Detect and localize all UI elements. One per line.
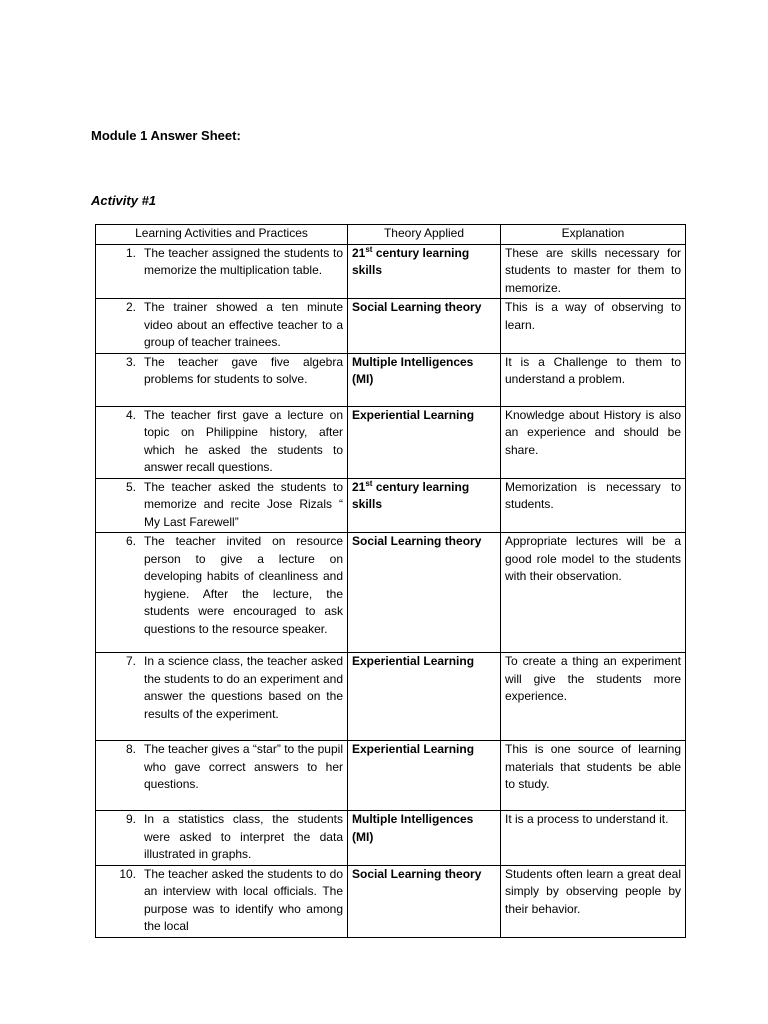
- theory-superscript: st: [365, 478, 373, 488]
- theory-cell: [348, 533, 501, 653]
- table-row: [96, 811, 686, 866]
- theory-cell: [348, 811, 501, 866]
- table-row: [96, 299, 686, 354]
- activity-cell: [96, 478, 348, 533]
- theory-superscript: st: [365, 244, 373, 254]
- activity-text: The teacher gave five algebra problems for students to solve.: [144, 354, 343, 386]
- activity-cell: [96, 353, 348, 406]
- activity-cell: [96, 741, 348, 811]
- theory-text: Multiple Intelligences (MI): [352, 354, 474, 386]
- theory-cell: [348, 741, 501, 811]
- table-row: [96, 353, 686, 406]
- theory-text: Experiential Learning: [352, 407, 475, 422]
- theory-text: Experiential Learning: [352, 654, 475, 668]
- item-number: 2.: [125, 300, 136, 314]
- activity-text: The teacher first gave a lecture on topic on Philippine history, after which he asked the students to answer recall questions.: [144, 407, 343, 474]
- table-row: [96, 653, 686, 741]
- table-header-row: [96, 225, 686, 245]
- explanation-cell: It is a Challenge to them to understand a problem.: [501, 353, 686, 406]
- theory-cell: [348, 299, 501, 354]
- explanation-cell: It is a process to understand it.: [501, 811, 686, 866]
- activity-cell: [96, 244, 348, 299]
- theory-cell: [348, 865, 501, 937]
- activity-text: In a statistics class, the students were asked to interpret the data illustrated in graphs.: [144, 812, 343, 861]
- explanation-cell: To create a thing an experiment will give the students more experience.: [501, 653, 686, 741]
- activity-cell: [96, 865, 348, 937]
- activity-text: The trainer showed a ten minute video about an effective teacher to a group of teacher trainees.: [144, 300, 343, 349]
- explanation-cell: Knowledge about History is also an experience and should be share.: [501, 406, 686, 478]
- theory-text-rest: century learning skills: [352, 479, 470, 511]
- activity-text: The teacher assigned the students to memorize the multiplication table.: [144, 245, 343, 277]
- header-theory: Theory Applied: [348, 225, 501, 245]
- header-activities: Learning Activities and Practices: [96, 225, 348, 245]
- theory-text: 21: [352, 245, 366, 260]
- theory-cell: [348, 353, 501, 406]
- module-title: Module 1 Answer Sheet:: [91, 128, 241, 143]
- activity-text: In a science class, the teacher asked the students to do an experiment and answer the questions based on the results of the experiment.: [144, 654, 343, 721]
- item-number: 7.: [125, 654, 136, 668]
- answer-table: [95, 224, 686, 938]
- theory-text-rest: century learning skills: [352, 245, 470, 277]
- item-number: 4.: [125, 407, 136, 422]
- explanation-cell: This is one source of learning materials that students be able to study.: [501, 741, 686, 811]
- item-number: 8.: [125, 742, 136, 756]
- table-row: [96, 533, 686, 653]
- theory-cell: [348, 244, 501, 299]
- item-number: 1.: [125, 245, 136, 260]
- activity-text: The teacher asked the students to do an interview with local officials. The purpose was to identify who among the local: [144, 866, 343, 933]
- table-row: [96, 865, 686, 937]
- activity-cell: [96, 653, 348, 741]
- theory-text: 21: [352, 479, 366, 494]
- theory-text: Experiential Learning: [352, 742, 475, 756]
- table-row: [96, 406, 686, 478]
- header-explanation: Explanation: [501, 225, 686, 245]
- item-number: 6.: [125, 534, 136, 548]
- explanation-cell: These are skills necessary for students to master for them to memorize.: [501, 244, 686, 299]
- activity-text: The teacher asked the students to memorize and recite Jose Rizals “ My Last Farewell”: [144, 479, 343, 529]
- activity-cell: [96, 299, 348, 354]
- activity-cell: [96, 811, 348, 866]
- item-number: 9.: [125, 812, 136, 826]
- table-row: [96, 741, 686, 811]
- activity-text: The teacher invited on resource person to give a lecture on developing habits of cleanliness and hygiene. After the lecture, the students were encouraged to ask questions to the resource speaker.: [144, 534, 343, 636]
- activity-title: Activity #1: [91, 193, 157, 208]
- theory-text: Social Learning theory: [352, 300, 482, 314]
- item-number: 5.: [125, 479, 136, 494]
- activity-cell: [96, 533, 348, 653]
- explanation-cell: Students often learn a great deal simply by observing people by their behavior.: [501, 865, 686, 937]
- item-number: 10.: [119, 866, 136, 881]
- theory-text: Social Learning theory: [352, 866, 482, 881]
- activity-cell: [96, 406, 348, 478]
- table-row: [96, 478, 686, 533]
- theory-cell: [348, 406, 501, 478]
- item-number: 3.: [125, 354, 136, 369]
- theory-cell: [348, 478, 501, 533]
- theory-text: Social Learning theory: [352, 534, 482, 548]
- activity-text: The teacher gives a “star” to the pupil who gave correct answers to her questions.: [144, 742, 343, 791]
- explanation-cell: Memorization is necessary to students.: [501, 478, 686, 533]
- explanation-cell: This is a way of observing to learn.: [501, 299, 686, 354]
- theory-text: Multiple Intelligences (MI): [352, 812, 474, 844]
- table-row: [96, 244, 686, 299]
- theory-cell: [348, 653, 501, 741]
- explanation-cell: Appropriate lectures will be a good role model to the students with their observation.: [501, 533, 686, 653]
